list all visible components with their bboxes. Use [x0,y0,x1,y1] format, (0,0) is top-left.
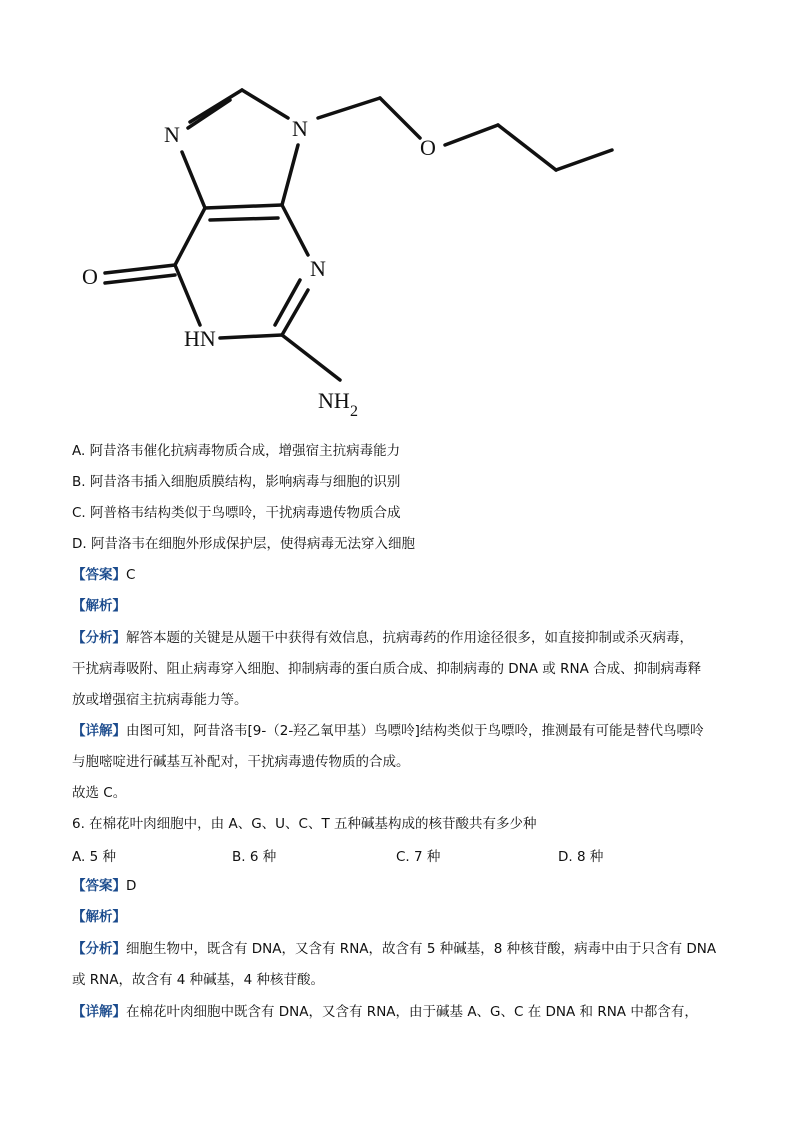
q5-fenxi-line-3: 放或增强宿主抗病毒能力等。 [72,692,248,708]
q6-option-d: D. 8 种 [558,849,604,865]
atom-n-right: N [310,256,326,281]
atom-o-chain: O [420,135,436,160]
q5-fenxi-line-1 [72,628,693,648]
q6-analysis-heading [72,907,126,927]
xiangjie-text: 在棉花叶肉细胞中既含有 DNA，又含有 RNA，由于碱基 A、G、C 在 DNA 和 RNA 中都含有， [126,1004,698,1020]
xiangjie-tag: 【详解】 [72,723,126,739]
atom-nh2-subscript: 2 [350,403,358,420]
atom-nh2: NH [318,388,350,413]
q5-xiangjie-line-2: 与胞嘧啶进行碱基互补配对，干扰病毒遗传物质的合成。 [72,754,410,770]
answer-value: C [126,567,136,583]
molecule-structure [60,70,640,430]
analysis-tag: 【解析】 [72,598,126,614]
q6-fenxi-line-2: 或 RNA，故含有 4 种碱基，4 种核苷酸。 [72,972,325,988]
xiangjie-text: 由图可知，阿昔洛韦[9-（2-羟乙氧甲基）鸟嘌呤]结构类似于鸟嘌呤，推测最有可能是替代鸟嘌呤 [126,723,704,739]
xiangjie-tag: 【详解】 [72,1004,126,1020]
q5-analysis-heading [72,596,126,616]
q5-option-c: C. 阿普格韦结构类似于鸟嘌呤，干扰病毒遗传物质合成 [72,505,401,521]
q6-option-a: A. 5 种 [72,849,116,865]
analysis-tag: 【解析】 [72,909,126,925]
q6-stem: 6. 在棉花叶肉细胞中，由 A、G、U、C、T 五种碱基构成的核苷酸共有多少种 [72,816,537,832]
q5-option-d: D. 阿昔洛韦在细胞外形成保护层，使得病毒无法穿入细胞 [72,536,415,552]
fenxi-tag: 【分析】 [72,630,126,646]
answer-tag: 【答案】 [72,878,126,894]
q6-xiangjie-line-1 [72,1002,698,1022]
q5-option-a: A. 阿昔洛韦催化抗病毒物质合成，增强宿主抗病毒能力 [72,443,401,459]
answer-tag: 【答案】 [72,567,126,583]
q5-fenxi-line-2: 干扰病毒吸附、阻止病毒穿入细胞、抑制病毒的蛋白质合成、抑制病毒的 DNA 或 RNA 合成、抑制病毒释 [72,661,702,677]
atom-n-top-left: N [164,122,180,147]
q6-answer [72,876,136,896]
atom-hn: HN [184,326,216,351]
q5-conclusion: 故选 C。 [72,785,127,801]
q6-option-c: C. 7 种 [396,849,441,865]
q6-option-b: B. 6 种 [232,849,277,865]
atom-o-carbonyl: O [82,264,98,289]
atom-n-top-right: N [292,116,308,141]
q5-option-b: B. 阿昔洛韦插入细胞质膜结构，影响病毒与细胞的识别 [72,474,401,490]
q6-fenxi-line-1 [72,939,716,959]
answer-value: D [126,878,137,894]
fenxi-tag: 【分析】 [72,941,126,957]
fenxi-text: 解答本题的关键是从题干中获得有效信息，抗病毒药的作用途径很多，如直接抑制或杀灭病毒， [126,630,693,646]
fenxi-text: 细胞生物中，既含有 DNA，又含有 RNA，故含有 5 种碱基，8 种核苷酸，病毒中由于只含有 DNA [126,941,717,957]
q5-answer [72,565,135,585]
q5-xiangjie-line-1 [72,721,703,741]
